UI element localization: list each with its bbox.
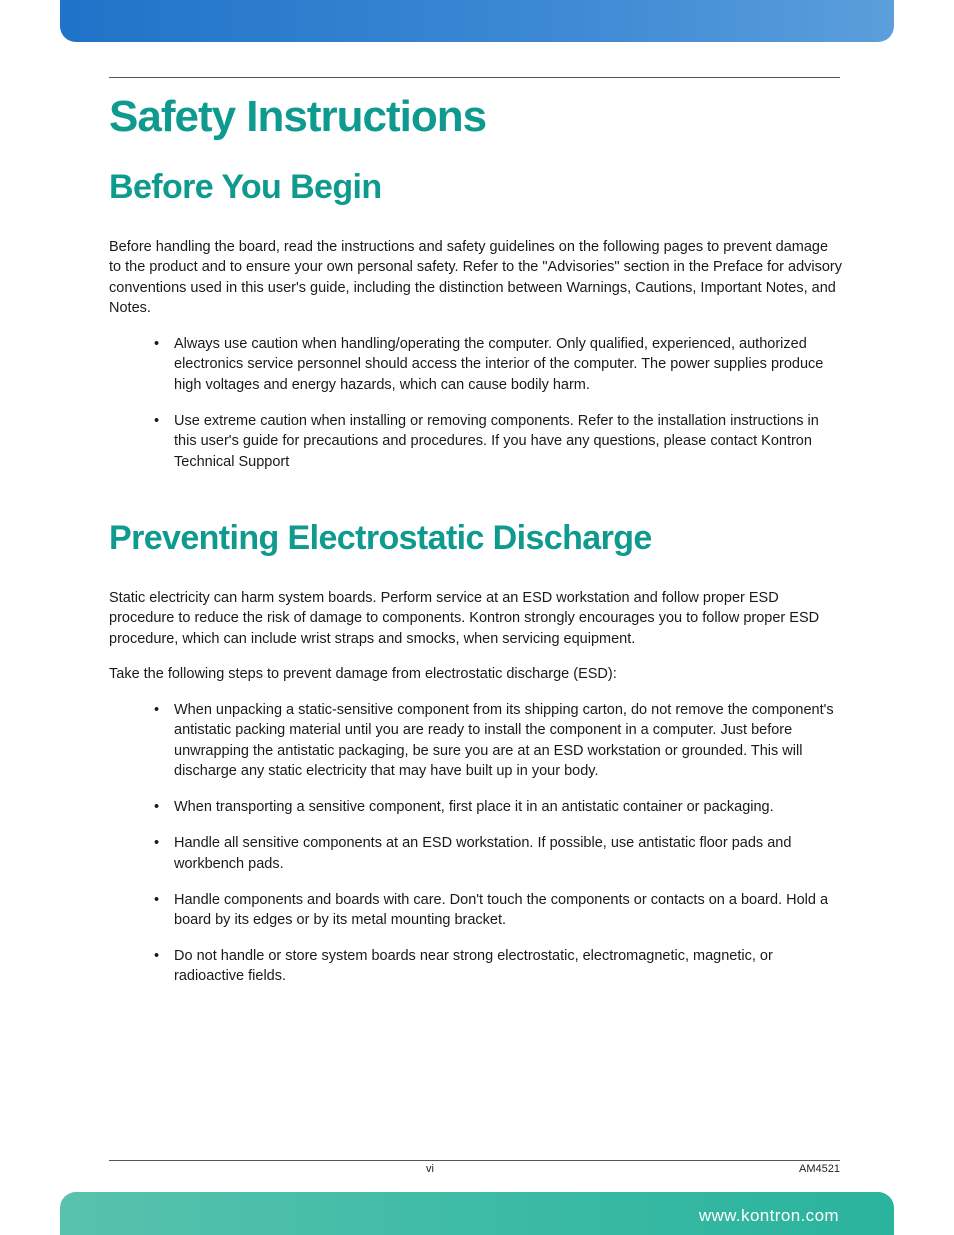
header-banner [60,0,894,42]
page-number: vi [426,1163,434,1175]
document-code: AM4521 [799,1163,840,1175]
section-heading-before-you-begin: Before You Begin [109,168,382,206]
bullet-icon: • [154,702,160,718]
list-item: • Do not handle or store system boards near strong electrostatic, electromagnetic, magnetic, or radioactive fields. [154,948,773,985]
list-item: • Use extreme caution when installing or removing components. Refer to the installation instructions in this user's guide for precautions and procedures. If you have any questions, please contact Kontron Technical Support [154,412,819,470]
before-bullet-list [150,334,840,488]
bullet-icon: • [154,412,160,429]
footer-banner [60,1192,894,1235]
esd-intro-paragraph: Static electricity can harm system boards. Perform service at an ESD workstation and follow proper ESD procedure to reduce the risk of damage to components. Kontron strongly encourages you to follow proper ESD procedure, which can include wrist straps and smocks, when servicing equipment. [109,590,820,647]
list-item: • Handle all sensitive components at an ESD workstation. If possible, use antistatic floor pads and workbench pads. [154,835,792,872]
list-item: • Handle components and boards with care. Don't touch the components or contacts on a board. Hold a board by its edges or by its metal mounting bracket. [154,891,829,929]
bullet-icon: • [154,799,160,816]
header-divider [109,77,840,78]
esd-bullet-list [150,700,840,1002]
list-item: • When unpacking a static-sensitive component from its shipping carton, do not remove the component's antistatic packing material until you are ready to install the component in a computer. Just before unwrapping the antistatic packaging, be sure you are at an ESD workstation or grounded. This will discharge any static electricity that may have built up in your body. [154,702,834,780]
footer-divider [109,1160,840,1161]
before-intro-paragraph: Before handling the board, read the instructions and safety guidelines on the following pages to prevent damage to the product and to ensure your own personal safety. Refer to the "Advisories" section in the Preface for advisory conventions used in this user's guide, including the distinction between Warnings, Cautions, Important Notes, and Notes. [109,239,843,317]
bullet-icon: • [154,336,160,352]
bullet-icon: • [154,835,160,852]
esd-steps-intro: Take the following steps to prevent damage from electrostatic discharge (ESD): [109,666,617,682]
list-item: • Always use caution when handling/operating the computer. Only qualified, experienced, authorized electronics service personnel should access the interior of the computer. The power supplies produce high voltages and energy hazards, which can cause bodily harm. [154,336,824,393]
bullet-icon: • [154,891,160,908]
bullet-icon: • [154,948,160,965]
footer-website-link[interactable]: www.kontron.com [698,1206,839,1225]
section-heading-esd: Preventing Electrostatic Discharge [109,519,652,557]
list-item: • When transporting a sensitive component, first place it in an antistatic container or packaging. [150,797,840,817]
page-title: Safety Instructions [109,92,487,141]
